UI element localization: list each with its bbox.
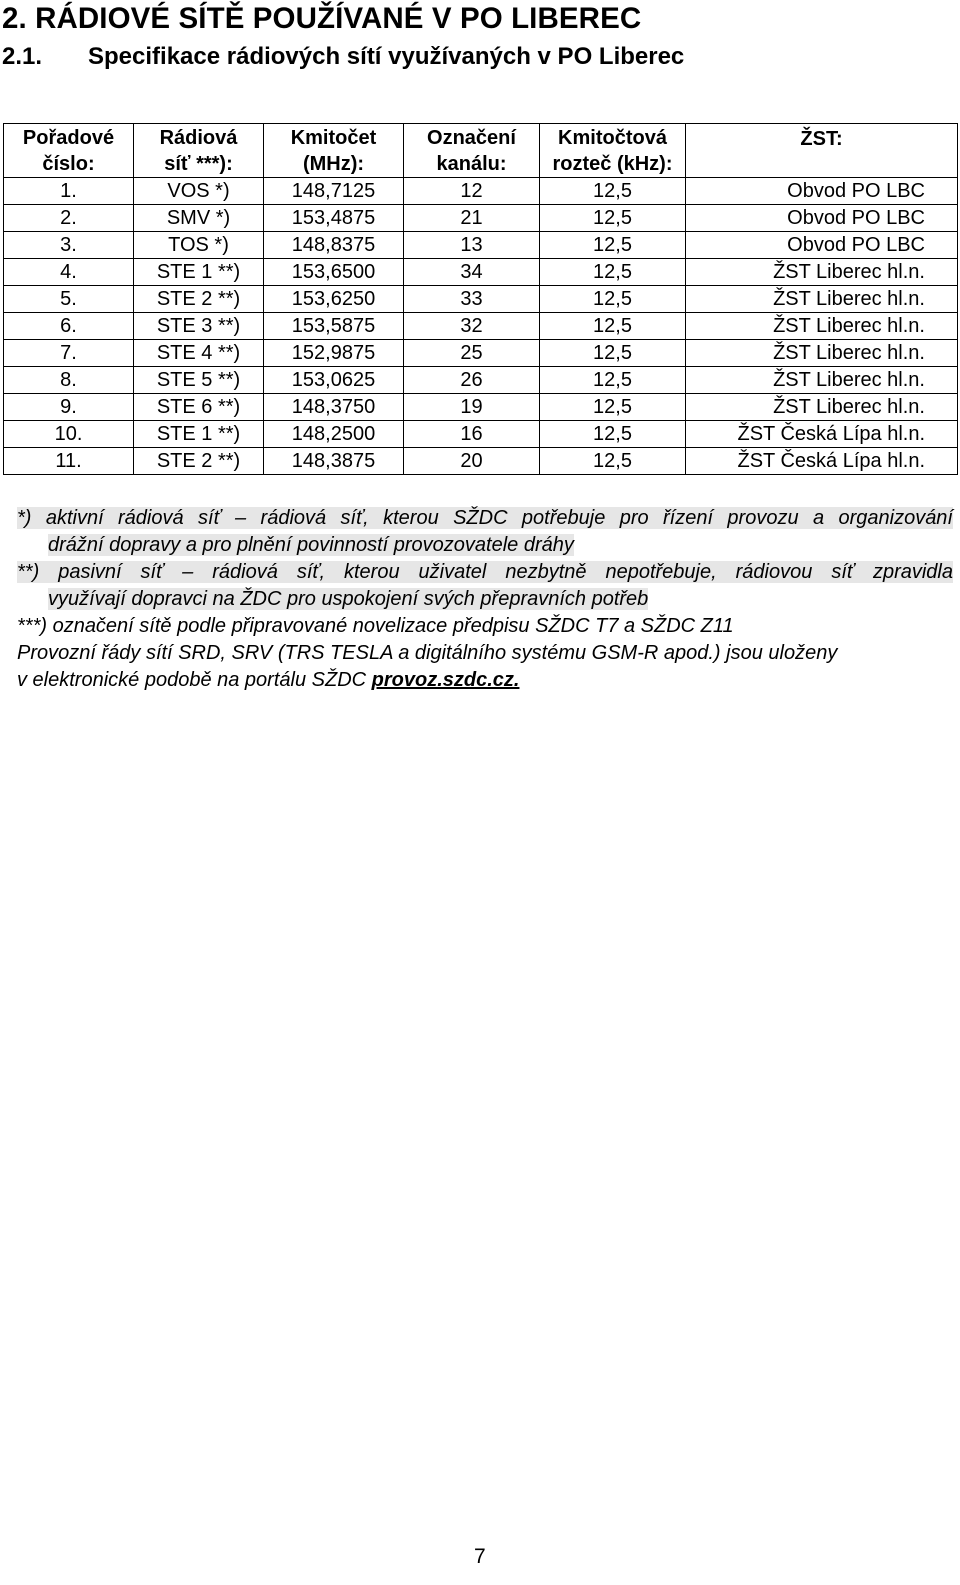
cell-spacing: 12,5 [540,367,686,394]
radio-network-table [3,123,958,475]
cell-order: 10. [4,421,134,448]
cell-spacing: 12,5 [540,232,686,259]
cell-spacing: 12,5 [540,421,686,448]
page-heading: 2. RÁDIOVÉ SÍTĚ POUŽÍVANÉ V PO LIBEREC [2,2,642,35]
cell-frequency: 153,6250 [264,286,404,313]
cell-channel: 21 [404,205,540,232]
cell-spacing: 12,5 [540,313,686,340]
cell-frequency: 153,4875 [264,205,404,232]
header-channel: Označení kanálu: [404,124,540,178]
table-row [4,178,958,205]
table-row [4,313,958,340]
cell-network: STE 1 **) [134,259,264,286]
cell-network: SMV *) [134,205,264,232]
cell-channel: 26 [404,367,540,394]
cell-frequency: 152,9875 [264,340,404,367]
cell-channel: 19 [404,394,540,421]
cell-network: STE 4 **) [134,340,264,367]
note-active-network: *) aktivní rádiová síť – rádiová síť, kterou SŽDC potřebuje pro řízení provozu a organizování drážní dopravy a pro plnění povinností provozovatele dráhy [17,507,953,556]
cell-channel: 32 [404,313,540,340]
section-heading [2,43,684,71]
header-order: Pořadové číslo: [4,124,134,178]
table-row [4,232,958,259]
cell-frequency: 148,3750 [264,394,404,421]
table-row [4,340,958,367]
cell-network: TOS *) [134,232,264,259]
cell-frequency: 148,3875 [264,448,404,475]
cell-frequency: 153,6500 [264,259,404,286]
cell-frequency: 148,8375 [264,232,404,259]
cell-frequency: 153,0625 [264,367,404,394]
cell-order: 2. [4,205,134,232]
table-row [4,421,958,448]
cell-order: 8. [4,367,134,394]
cell-channel: 34 [404,259,540,286]
cell-channel: 25 [404,340,540,367]
cell-order: 7. [4,340,134,367]
footnotes [17,505,953,694]
cell-station: Obvod PO LBC [686,232,958,259]
cell-channel: 33 [404,286,540,313]
cell-spacing: 12,5 [540,340,686,367]
portal-link[interactable]: provoz.szdc.cz. [371,669,520,691]
cell-spacing: 12,5 [540,178,686,205]
cell-network: STE 6 **) [134,394,264,421]
cell-order: 5. [4,286,134,313]
cell-order: 6. [4,313,134,340]
cell-spacing: 12,5 [540,259,686,286]
table-header-row [4,124,958,178]
table-row [4,205,958,232]
cell-station: Obvod PO LBC [686,178,958,205]
cell-network: STE 2 **) [134,286,264,313]
table-row [4,367,958,394]
cell-spacing: 12,5 [540,205,686,232]
page-number: 7 [474,1545,486,1568]
cell-station: ŽST Liberec hl.n. [686,259,958,286]
table-row [4,286,958,313]
cell-network: STE 5 **) [134,367,264,394]
cell-station: ŽST Liberec hl.n. [686,313,958,340]
note-passive-network: **) pasivní síť – rádiová síť, kterou uživatel nezbytně nepotřebuje, rádiovou síť zpravidla využívají dopravci na ŽDC pro uspokojení svých přepravních potřeb [17,561,953,610]
header-spacing: Kmitočtová rozteč (kHz): [540,124,686,178]
cell-network: STE 2 **) [134,448,264,475]
table-row [4,259,958,286]
cell-station: ŽST Česká Lípa hl.n. [686,421,958,448]
header-network: Rádiová síť ***): [134,124,264,178]
cell-order: 4. [4,259,134,286]
cell-station: ŽST Liberec hl.n. [686,394,958,421]
cell-network: STE 1 **) [134,421,264,448]
cell-station: Obvod PO LBC [686,205,958,232]
cell-station: ŽST Liberec hl.n. [686,340,958,367]
cell-spacing: 12,5 [540,394,686,421]
cell-spacing: 12,5 [540,286,686,313]
section-title: Specifikace rádiových sítí využívaných v PO Liberec [88,43,685,70]
cell-channel: 20 [404,448,540,475]
header-station: ŽST: [686,124,958,178]
cell-channel: 13 [404,232,540,259]
cell-network: STE 3 **) [134,313,264,340]
cell-frequency: 153,5875 [264,313,404,340]
cell-frequency: 148,7125 [264,178,404,205]
note-operating-rules: Provozní řády sítí SRD, SRV (TRS TESLA a digitálního systému GSM-R apod.) jsou uloženy v elektronické podobě na portálu SŽDC provoz.szdc.cz. [17,642,838,691]
cell-station: ŽST Česká Lípa hl.n. [686,448,958,475]
table-row [4,394,958,421]
cell-channel: 16 [404,421,540,448]
cell-frequency: 148,2500 [264,421,404,448]
note-network-designation: ***) označení sítě podle připravované novelizace předpisu SŽDC T7 a SŽDC Z11 [17,615,734,637]
section-number: 2.1. [2,43,43,70]
cell-station: ŽST Liberec hl.n. [686,367,958,394]
table-row [4,448,958,475]
cell-spacing: 12,5 [540,448,686,475]
cell-network: VOS *) [134,178,264,205]
cell-order: 1. [4,178,134,205]
cell-channel: 12 [404,178,540,205]
cell-station: ŽST Liberec hl.n. [686,286,958,313]
cell-order: 3. [4,232,134,259]
header-frequency: Kmitočet (MHz): [264,124,404,178]
cell-order: 9. [4,394,134,421]
cell-order: 11. [4,448,134,475]
